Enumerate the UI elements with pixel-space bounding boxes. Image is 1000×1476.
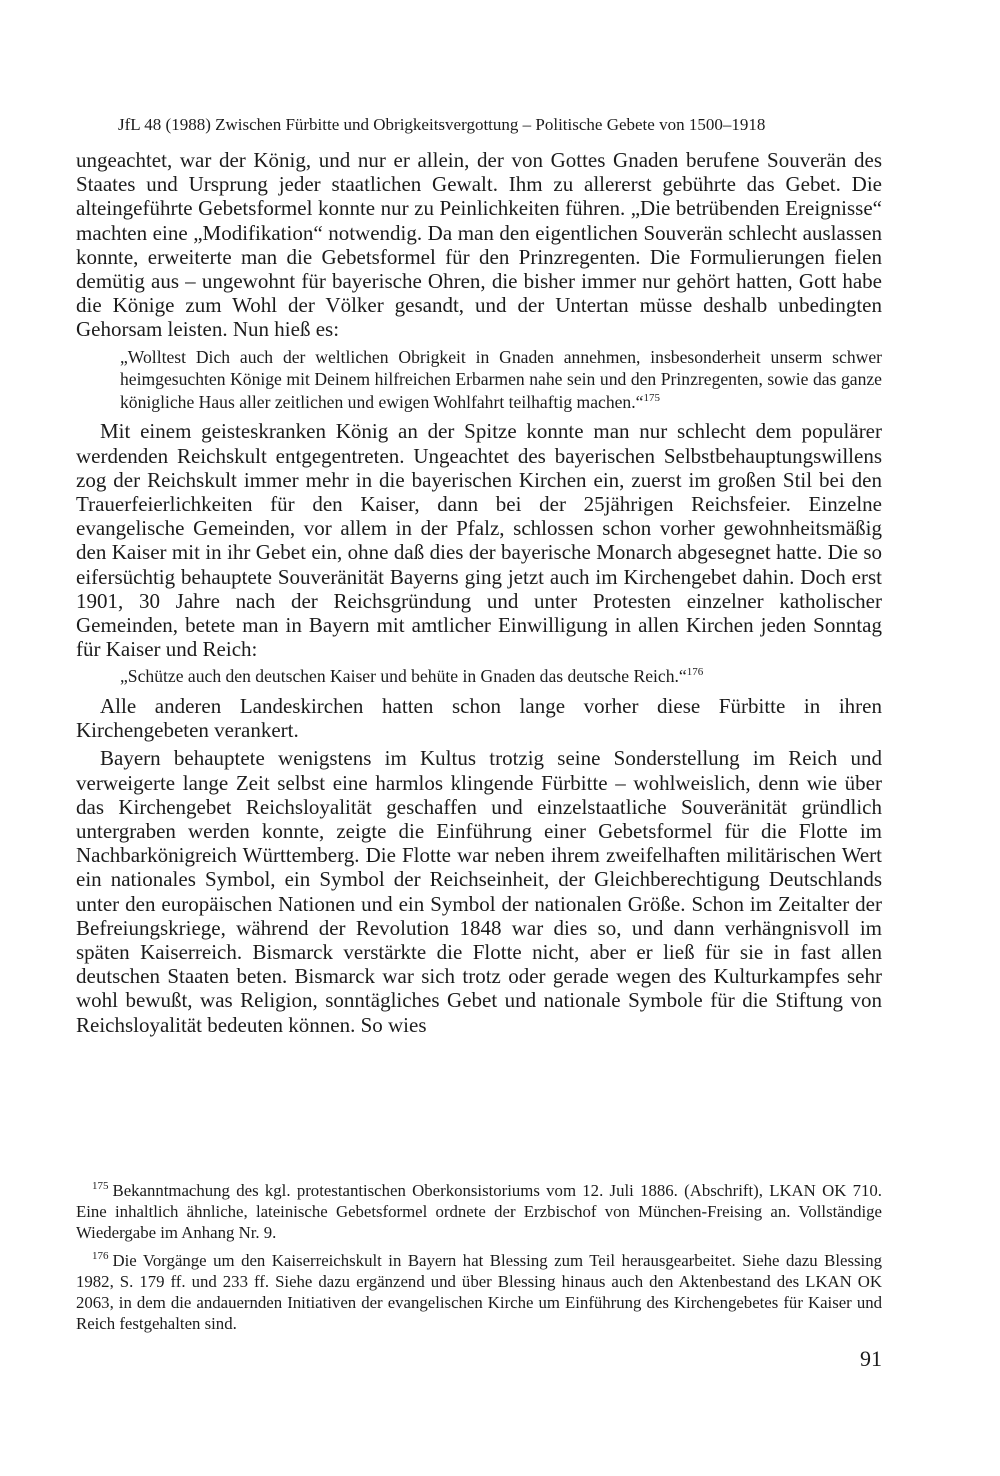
quote-2-text: „Schütze auch den deutschen Kaiser und behüte in Gnaden das deutsche Reich.“ <box>120 666 687 687</box>
paragraph-3: Alle anderen Landeskirchen hatten schon lange vorher diese Fürbitte in ihren Kirchengebeten verankert. <box>76 694 882 743</box>
footnote-ref-176[interactable]: 176 <box>686 666 704 679</box>
block-quote-1 <box>120 346 882 414</box>
footnote-text: Die Vorgänge um den Kaiserreichskult in Bayern hat Blessing zum Teil herausgearbeitet. Siehe dazu Blessing 1982, S. 179 ff. und 233 ff. Siehe dazu ergänzend und über Blessing hinaus auch den Aktenbestand des LKAN OK 2063, in dem die andauernden Initiativen der evangelischen Kirche um Einführung des Kirchengebetes für Kaiser und Reich festgehalten sind. <box>76 1250 882 1334</box>
footnote-number: 175 <box>92 1180 109 1193</box>
footnote-176 <box>76 1250 882 1335</box>
paragraph-1: ungeachtet, war der König, und nur er allein, der von Gottes Gnaden berufene Souverän des Staates und Ursprung jeder staatlichen Gewalt. Ihm zu allererst gebührte das Gebet. Die alteingeführte Gebetsformel konnte nur zu Peinlichkeiten führen. „Die betrübenden Ereignisse“ machten eine „Modifikation“ notwendig. Da man den eigentlichen Souverän schlecht auslassen konnte, erweiterte man die Gebetsformel für den Prinzregenten. Die Formulierungen fielen demütig aus – ungewohnt für bayerische Ohren, die bisher immer nur gehört hatten, Gott habe die Könige zum Wohl der Völker gesandt, und der Untertan müsse deshalb unbedingten Gehorsam leisten. Nun hieß es: <box>76 148 882 342</box>
main-text <box>76 148 882 1037</box>
running-head: JfL 48 (1988) Zwischen Fürbitte und Obrigkeitsvergottung – Politische Gebete von 1500–1918 <box>118 115 766 134</box>
footnote-ref-175[interactable]: 175 <box>643 391 660 404</box>
footnote-175 <box>76 1180 882 1244</box>
block-quote-2 <box>120 665 882 688</box>
paragraph-2: Mit einem geisteskranken König an der Spitze konnte man nur schlecht dem populärer werdenden Reichskult entgegentreten. Ungeachtet des bayerischen Selbstbehauptungswillens zog der Reichskult immer mehr in die bayerischen Kirchen ein, zuerst im großen Stil bei den Trauerfeierlichkeiten für den Kaiser, dann bei der 25jährigen Reichsfeier. Einzelne evangelische Gemeinden, vor allem in der Pfalz, schlossen schon vorher gewohnheitsmäßig den Kaiser mit in ihr Gebet ein, ohne daß dies der bayerische Monarch abgesegnet hatte. Die so eifersüchtig behauptete Souveränität Bayerns ging jetzt auch im Kirchengebet dahin. Doch erst 1901, 30 Jahre nach der Reichsgründung und unter Protesten einzelner katholischer Gemeinden, betete man in Bayern mit amtlicher Einwilligung in allen Kirchen jeden Sonntag für Kaiser und Reich: <box>76 419 882 662</box>
footnotes <box>76 1180 882 1340</box>
quote-1-text: „Wolltest Dich auch der weltlichen Obrigkeit in Gnaden annehmen, insbesonderheit unserm schwer heimgesuchten Könige mit Deinem hilfreichen Erbarmen nahe sein und den Prinzregenten, sowie das ganze königliche Haus aller zeitlichen und ewigen Wohlfahrt teilhaftig machen.“ <box>120 346 882 412</box>
footnote-number: 176 <box>92 1250 109 1263</box>
page-number: 91 <box>860 1346 882 1371</box>
paragraph-4: Bayern behauptete wenigstens im Kultus trotzig seine Sonderstellung im Reich und verweigerte lange Zeit selbst eine harmlos klingende Fürbitte – wohlweislich, denn wie über das Kirchengebet Reichsloyalität geschaffen und einzelstaatliche Souveränität gründlich untergraben werden konnte, zeigte die Einführung einer Gebetsformel für die Flotte im Nachbarkönigreich Württemberg. Die Flotte war neben ihrem zweifelhaften militärischen Wert ein nationales Symbol, ein Symbol der Reichseinheit, der Gleichberechtigung Deutschlands unter den europäischen Nationen und ein Symbol der nationalen Größe. Schon im Zeitalter der Befreiungskriege, während der Revolution 1848 war dies so, und dann verhängnisvoll im späten Kaiserreich. Bismarck verstärkte die Flotte nicht, aber er ließ für sie in fast allen deutschen Staaten beten. Bismarck war sich trotz oder gerade wegen des Kulturkampfes sehr wohl bewußt, was Religion, sonntägliches Gebet und nationale Symbole für die Stiftung von Reichsloyalität bedeuten können. So wies <box>76 746 882 1037</box>
footnote-text: Bekanntmachung des kgl. protestantischen Oberkonsistoriums vom 12. Juli 1886. (Abschrift), LKAN OK 710. Eine inhaltlich ähnliche, lateinische Gebetsformel ordnete der Erzbischof von München-Freising an. Vollständige Wiedergabe im Anhang Nr. 9. <box>76 1181 882 1243</box>
